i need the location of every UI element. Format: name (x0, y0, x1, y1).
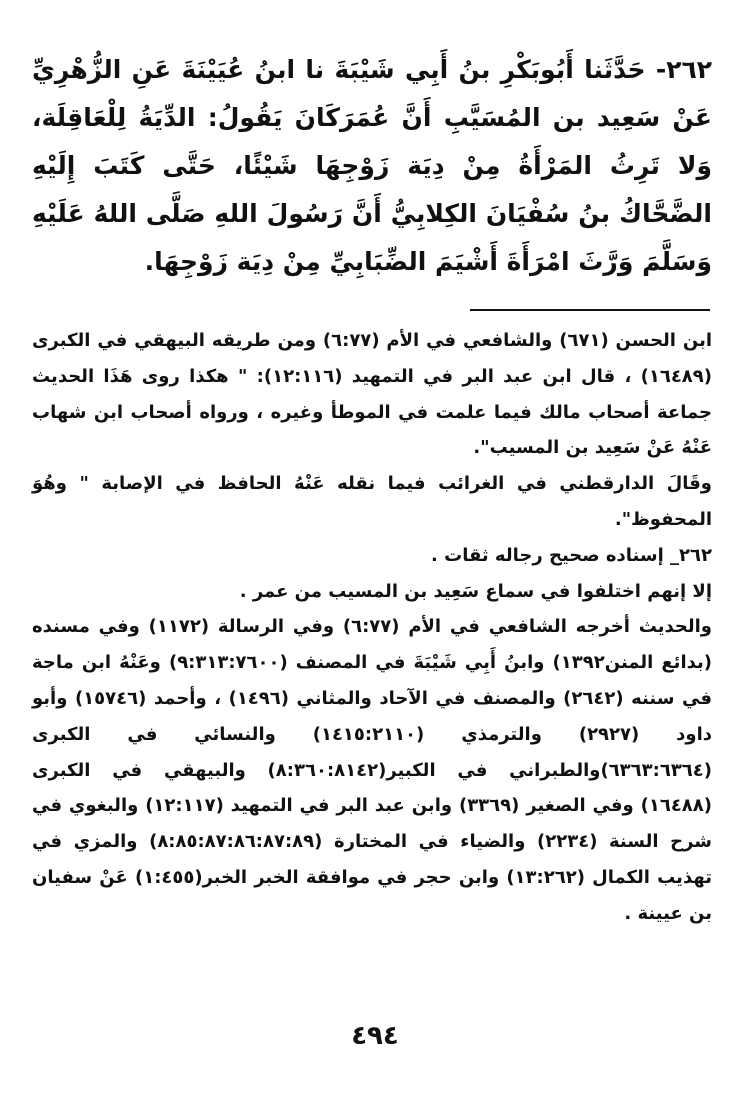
footnote-paragraph-1: ابن الحسن (٦٧١) والشافعي في الأم (٦:٧٧) ومن طريقه البيهقي في الكبرى (١٦٤٨٩) ، قال ابن عبد البر في التمهيد (١٢:١١٦): " هكذا روى هَذَا الحديث جماعة أصحاب مالك فيما علمت في الموطأ وغيره ، ورواه أصحاب ابن شهاب عَنْهُ عَنْ سَعِيد بن المسيب". (32, 330, 713, 459)
footnote-paragraph-3: ٢٦٢_ إسناده صحيح رجاله ثقات . (431, 544, 712, 566)
footnote-paragraph-2: وقَالَ الدارقطني في الغرائب فيما نقله عَنْهُ الحافظ في الإصابة " وهُوَ المحفوظ". (32, 473, 712, 530)
hadith-text-block (32, 46, 712, 286)
hadith-paragraph: ٢٦٢- حَدَّثَنا أَبُوبَكْرِ بنُ أَبِي شَيْبَةَ نا ابنُ عُيَيْنَةَ عَنِ الزُّهْرِيِّ عَنْ سَعِيد بن المُسَيَّبِ أَنَّ عُمَرَكَانَ يَقُولُ: الدِّيَةُ لِلْعَاقِلَة، وَلا تَرِثُ المَرْأَةُ مِنْ دِيَة زَوْجِهَا شَيْئًا، حَتَّى كَتَبَ إِلَيْهِ الضَّحَّاكُ بنُ سُفْيَانَ الكِلابِيُّ أَنَّ رَسُولَ اللهِ صَلَّى اللهُ عَلَيْهِ وَسَلَّمَ وَرَّثَ امْرَأَةَ أَشْيَمَ الضِّبَابِيِّ مِنْ دِيَة زَوْجِهَا. (32, 55, 712, 276)
footnote-divider (470, 309, 710, 311)
footnote-paragraph-5: والحديث أخرجه الشافعي في الأم (٦:٧٧) وفي الرسالة (١١٧٢) وفي مسنده (بدائع المنن١٣٩٢) وابنُ أَبِي شَيْبَةَ في المصنف (٩:٣١٣:٧٦٠٠) وعَنْهُ ابن ماجة في سننه (٢٦٤٢) والمصنف في الآحاد والمثاني (١٤٩٦) ، وأحمد (١٥٧٤٦) وأبو داود (٢٩٢٧) والترمذي (١٤١٥:٢١١٠) والنسائي في الكبرى (٦٣٦٣:٦٣٦٤)والطبراني في الكبير(٨:٣٦٠:٨١٤٢) والبيهقي في الكبرى (١٦٤٨٨) وفي الصغير (٣٣٦٩) وابن عبد البر في التمهيد (١٢:١١٧) والبغوي في شرح السنة (٢٢٣٤) والضياء في المختارة (٨:٨٥:٨٧:٨٦:٨٧:٨٩) والمزي في تهذيب الكمال (١٣:٢٦٢) وابن حجر في موافقة الخبر الخبر(١:٤٥٥) عَنْ سفيان بن عيينة . (32, 616, 713, 924)
footnotes-block (32, 323, 712, 932)
footnote-paragraph-4: إلا إنهم اختلفوا في سماع سَعِيد بن المسيب من عمر . (239, 580, 712, 602)
page-number: ٤٩٤ (351, 1021, 399, 1051)
